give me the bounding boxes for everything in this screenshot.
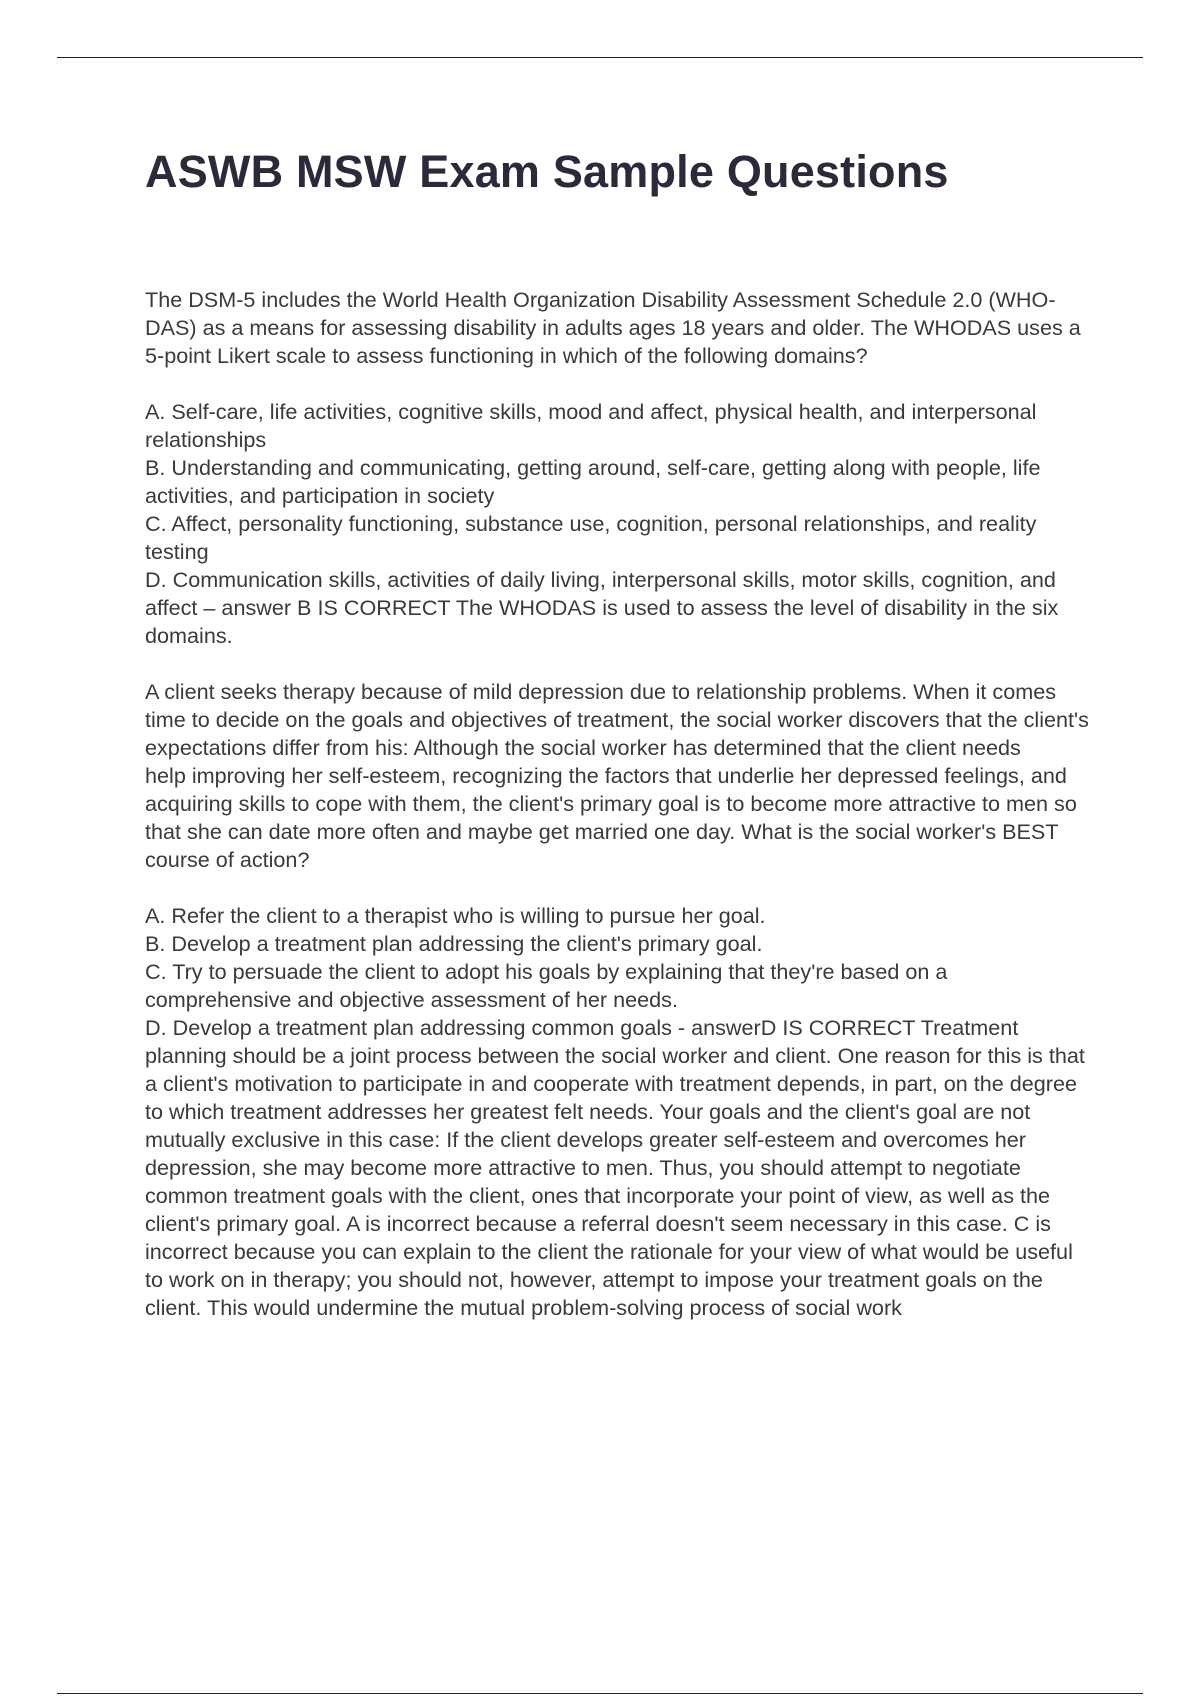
paragraph-gap: [145, 370, 1095, 398]
question-2-stem-continued: help improving her self-esteem, recognizing the factors that underlie her depressed feelings, and acquiring skills to cope with them, the client's primary goal is to become more attractive to men so that she can date more often and maybe get married one day. What is the social worker's BEST course of action?: [145, 763, 1083, 872]
document-body: [145, 286, 1095, 1322]
question-2-option-c: C. Try to persuade the client to adopt his goals by explaining that they're based on a comprehensive and objective assessment of her needs.: [145, 959, 954, 1012]
bottom-divider: [57, 1693, 1143, 1694]
question-1-option-a: A. Self-care, life activities, cognitive skills, mood and affect, physical health, and interpersonal relationships: [145, 399, 1043, 452]
question-1-stem: The DSM-5 includes the World Health Organization Disability Assessment Schedule 2.0 (WHO-DAS) as a means for assessing disability in adults ages 18 years and older. The WHODAS uses a 5-point Likert scale to assess functioning in which of the following domains?: [145, 287, 1087, 368]
question-2-option-d: D. Develop a treatment plan addressing common goals - answerD IS CORRECT Treatment planning should be a joint process between the social worker and client. One reason for this is that a client's motivation to participate in and cooperate with treatment depends, in part, on the degree to which treatment addresses her greatest felt needs. Your goals and the client's goal are not mutually exclusive in this case: If the client develops greater self-esteem and overcomes her depression, she may become more attractive to men. Thus, you should attempt to negotiate common treatment goals with the client, ones that incorporate your point of view, as well as the client's primary goal. A is incorrect because a referral doesn't seem necessary in this case. C is incorrect because you can explain to the client the rationale for your view of what would be useful to work on in therapy; you should not, however, attempt to impose your treatment goals on the client. This would undermine the mutual problem-solving process of social work: [145, 1015, 1091, 1320]
page-title: ASWB MSW Exam Sample Questions: [145, 146, 949, 197]
question-2-option-a: A. Refer the client to a therapist who is willing to pursue her goal.: [145, 903, 766, 928]
question-1-option-c: C. Affect, personality functioning, substance use, cognition, personal relationships, and reality testing: [145, 511, 1043, 564]
question-1-option-b: B. Understanding and communicating, getting around, self-care, getting along with people, life activities, and participation in society: [145, 455, 1047, 508]
question-2-option-b: B. Develop a treatment plan addressing the client's primary goal.: [145, 931, 763, 956]
top-divider: [57, 57, 1143, 58]
paragraph-gap: [145, 650, 1095, 678]
question-1-option-d: D. Communication skills, activities of daily living, interpersonal skills, motor skills, cognition, and affect – answer B IS CORRECT The WHODAS is used to assess the level of disability in the six domains.: [145, 567, 1065, 648]
question-2-stem: A client seeks therapy because of mild depression due to relationship problems. When it comes time to decide on the goals and objectives of treatment, the social worker discovers that the client's expectations differ from his: Although the social worker has determined that the client needs: [145, 679, 1095, 760]
paragraph-gap: [145, 874, 1095, 902]
